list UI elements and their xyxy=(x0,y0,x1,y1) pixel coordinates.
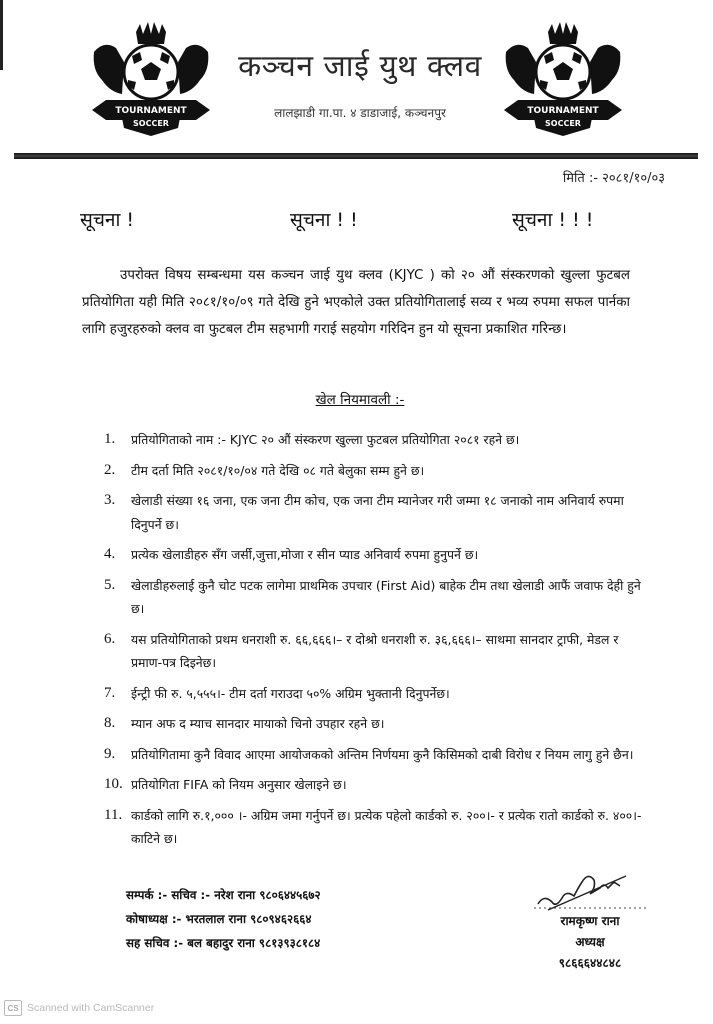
rule-number: 1. xyxy=(104,431,116,447)
signatory-role: अध्यक्ष xyxy=(575,935,605,949)
rule-item xyxy=(104,428,649,452)
rule-item xyxy=(104,574,649,621)
rule-number: 9. xyxy=(104,745,116,762)
rule-number: 8. xyxy=(104,715,116,731)
handwritten-signature xyxy=(530,868,650,914)
rule-item xyxy=(104,773,649,797)
camscanner-watermark xyxy=(4,999,154,1017)
rule-text: यस प्रतियोगिताको प्रथम धनराशी रु. ६६,६६६।– र दोश्रो धनराशी रु. ३६,६६६।– साथमा सानदार ट्राफी, मेडल र प्रमाण-पत्र दिइनेछ। xyxy=(131,631,619,670)
signature-block xyxy=(520,868,660,971)
intro-paragraph: उपरोक्त विषय सम्बन्धमा यस कञ्चन जाई युथ क्लव (KJYC ) को २० औं संस्करणको खुल्ला फुटबल प्रतियोगिता यही मिति २०८१/१०/०९ गते देखि हुने भएकोले उक्त प्रतियोगितालाई सव्य र भव्य रुपमा सफल पार्नका लागि हजुरहरुको क्लव वा फुटबल टीम सहभागी गराई सहयोग गरिदिन हुन यो सूचना प्रकाशित गरिन्छ। xyxy=(82,268,630,337)
notice-heading-3: सूचना ! ! ! xyxy=(512,209,594,231)
header-divider xyxy=(14,153,698,159)
contact-treasurer: कोषाध्यक्ष :- भरतलाल राना ९८०९४६२६६४ xyxy=(126,912,312,926)
rule-number: 10. xyxy=(104,776,123,792)
rule-text: प्रतियोगितामा कुनै विवाद आएमा आयोजकको अन्तिम निर्णयमा कुनै किसिमको दाबी विरोध र नियम लागु हुने छैन। xyxy=(131,746,634,762)
rule-text: टीम दर्ता मिति २०८१/१०/०४ गते देखि ०८ गते बेलुका सम्म हुने छ। xyxy=(131,462,425,478)
rule-number: 11. xyxy=(104,806,123,823)
rule-item xyxy=(104,543,649,567)
rule-number: 5. xyxy=(104,576,116,593)
scan-edge xyxy=(0,0,3,70)
club-address: लालझाडी गा.पा. ४ डाडाजाई, कञ्चनपुर xyxy=(274,106,446,120)
rule-text: कार्डको लागि रु.१,००० ।- अग्रिम जमा गर्नुपर्ने छ। प्रत्येक पहेलो कार्डको रु. २००।- र प्रत्येक रातो कार्डको रु. ४००।- काटिने छ। xyxy=(131,807,642,846)
club-name: कञ्चन जाई युथ क्लव xyxy=(238,49,482,84)
notice-heading-2: सूचना ! ! xyxy=(290,209,358,231)
contact-secretary: सम्पर्क :- सचिव :- नरेश राना ९८०६४४५६७२ xyxy=(126,888,321,902)
rule-text: खेलाडीहरुलाई कुनै चोट पटक लागेमा प्राथमिक उपचार (First Aid) बाहेक टीम तथा खेलाडी आफैं जवाफ देही हुने छ। xyxy=(131,577,641,616)
rule-text: खेलाडी संख्या १६ जना, एक जना टीम कोच, एक जना टीम म्यानेजर गरी जम्मा १८ जनाको नाम अनिवार्य रुपमा दिनुपर्ने छ। xyxy=(131,493,624,532)
rule-number: 6. xyxy=(104,630,116,647)
rule-item xyxy=(104,682,649,706)
rule-item xyxy=(104,743,649,767)
logo-text-soccer: SOCCER xyxy=(133,119,169,128)
logo-text-tournament: TOURNAMENT xyxy=(527,106,599,116)
camscanner-logo-icon: CS xyxy=(4,1000,22,1016)
rule-item xyxy=(104,489,649,536)
rule-text: प्रतियोगिता FIFA को नियम अनुसार खेलाइने छ। xyxy=(131,777,347,792)
contact-joint-secretary: सह सचिव :- बल बहादुर राना ९८१३९३८१८४ xyxy=(126,936,321,950)
tournament-soccer-logo-left xyxy=(86,22,216,137)
signatory-name: रामकृष्ण राना xyxy=(560,914,620,928)
signatory-phone: ९८६६६४४८४८ xyxy=(558,956,622,970)
rules-heading xyxy=(230,390,490,408)
rules-list xyxy=(104,428,649,858)
rule-number: 3. xyxy=(104,492,116,508)
rule-number: 2. xyxy=(104,461,116,478)
rule-number: 7. xyxy=(104,684,116,701)
rule-text: ईन्ट्री फी रु. ५,५५५।- टीम दर्ता गराउदा ५०% अग्रिम भुक्तानी दिनुपर्नेछ। xyxy=(131,685,450,701)
rule-text: प्रत्येक खेलाडीहरु सँग जर्सी,जुत्ता,मोजा र सीन प्याड अनिवार्य रुपमा हुनुपर्ने छ। xyxy=(131,547,479,562)
watermark-text: Scanned with CamScanner xyxy=(27,1002,155,1014)
logo-text-soccer: SOCCER xyxy=(545,119,581,128)
notice-heading-1: सूचना ! xyxy=(80,209,135,231)
contacts-block xyxy=(126,883,321,955)
tournament-soccer-logo-right xyxy=(498,22,628,137)
rule-text: म्यान अफ द म्याच सानदार मायाको चिनो उपहार रहने छ। xyxy=(131,716,385,731)
rule-item xyxy=(104,804,649,851)
rule-number: 4. xyxy=(104,546,116,562)
rules-heading-text: खेल नियमावली :- xyxy=(315,392,405,408)
rule-item xyxy=(104,459,649,483)
logo-text-tournament: TOURNAMENT xyxy=(115,106,187,116)
notice-date: मिति :- २०८१/१०/०३ xyxy=(562,171,665,186)
rule-text: प्रतियोगिताको नाम :- KJYC २० औं संस्करण खुल्ला फुटबल प्रतियोगिता २०८१ रहने छ। xyxy=(131,432,520,447)
rule-item xyxy=(104,712,649,736)
rule-item xyxy=(104,628,649,675)
